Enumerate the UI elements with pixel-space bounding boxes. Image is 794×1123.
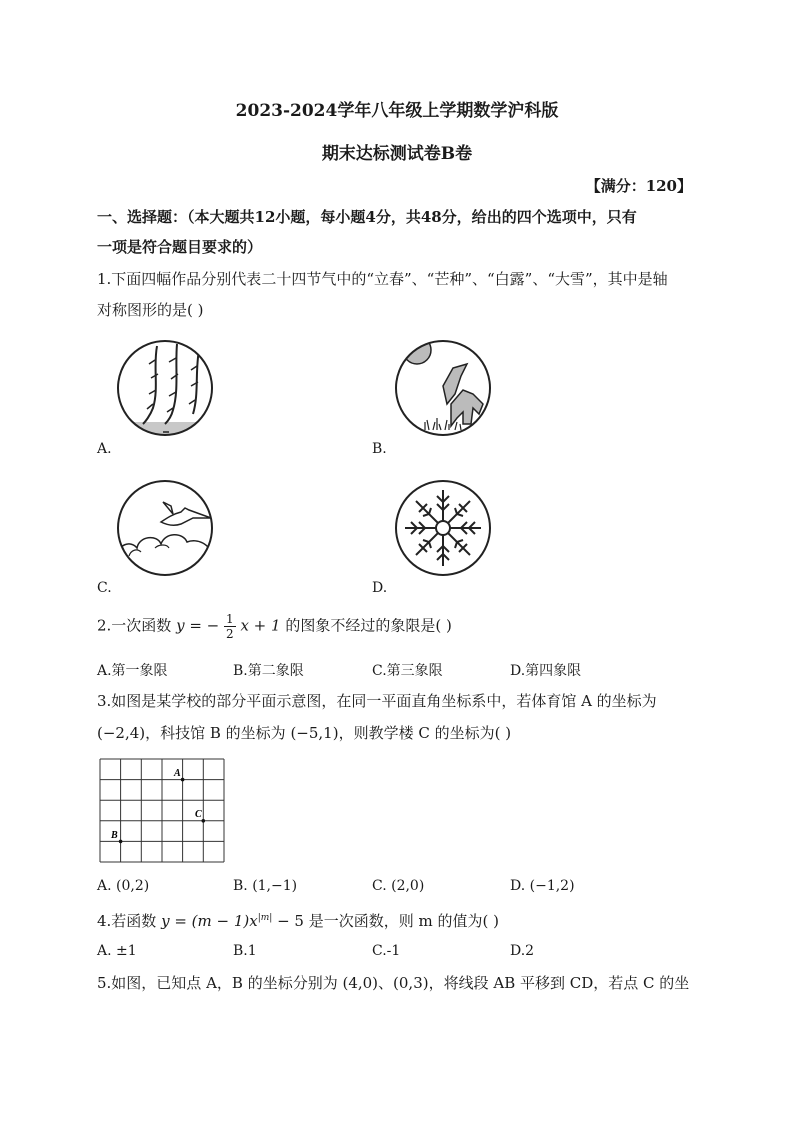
grid-label-b: B — [111, 830, 118, 841]
willow-circle-icon — [115, 338, 215, 438]
question-4-text — [97, 910, 499, 931]
option-a-label: A. — [97, 441, 112, 457]
q3-option-a: A. (0,2) — [97, 878, 150, 894]
question-1-text-cont: 对称图形的是( ) — [97, 301, 204, 319]
page-title: 2023-2024学年八年级上学期数学沪科版 — [235, 101, 559, 121]
q4-option-a: A. ±1 — [97, 943, 137, 959]
fraction-numerator: 1 — [226, 612, 234, 626]
question-4-eq-tail: − 5 — [272, 912, 304, 930]
q3-option-b: B. (1,−1) — [233, 878, 298, 894]
q3-option-d: D. (−1,2) — [510, 878, 575, 894]
question-4-eq: y = (m − 1)x — [161, 912, 258, 930]
q2-option-b: B.第二象限 — [233, 663, 304, 679]
q3-option-c: C. (2,0) — [372, 878, 425, 894]
section-heading-cont: 一项是符合题目要求的） — [97, 238, 263, 256]
q4-option-d: D.2 — [510, 943, 535, 959]
question-5-text: 5.如图，已知点 A，B 的坐标分别为 (4,0)、(0,3)，将线段 AB 平移到 CD，若点 C 的坐 — [97, 974, 690, 992]
coordinate-grid — [100, 759, 225, 863]
snowflake-circle-icon — [393, 478, 493, 578]
question-2-fraction — [224, 612, 236, 641]
q2-option-c: C.第三象限 — [372, 663, 443, 679]
section-heading: 一、选择题：（本大题共12小题，每小题4分，共48分，给出的四个选项中，只有 — [97, 208, 637, 226]
question-4-suffix: 是一次函数，则 m 的值为( ) — [308, 912, 499, 930]
question-4-exponent: |m| — [257, 913, 273, 923]
option-c-label: C. — [97, 580, 112, 596]
q2-option-d: D.第四象限 — [510, 663, 582, 679]
question-4-prefix: 4.若函数 — [97, 912, 157, 930]
question-2-text — [97, 612, 452, 641]
fraction-denominator: 2 — [226, 627, 234, 641]
question-2-eq-lhs: y = − — [176, 616, 220, 635]
q4-option-b: B.1 — [233, 943, 257, 959]
question-2-prefix: 2.一次函数 — [97, 616, 172, 635]
question-1-text: 1.下面四幅作品分别代表二十四节气中的“立春”、“芒种”、“白露”、“大雪”，其中是轴 — [97, 270, 668, 288]
grid-label-c: C — [195, 809, 202, 820]
question-2-eq-rhs: x + 1 — [240, 616, 281, 635]
question-2-suffix: 的图象不经过的象限是( ) — [285, 616, 452, 635]
page-subtitle: 期末达标测试卷B卷 — [321, 144, 473, 164]
q2-option-a: A.第一象限 — [97, 663, 168, 679]
plant-circle-icon — [393, 338, 493, 438]
q4-option-c: C.-1 — [372, 943, 401, 959]
bird-clouds-circle-icon — [115, 478, 215, 578]
question-3-text: 3.如图是某学校的部分平面示意图，在同一平面直角坐标系中，若体育馆 A 的坐标为 — [97, 692, 657, 710]
option-b-label: B. — [372, 441, 387, 457]
question-3-text-cont: (−2,4)，科技馆 B 的坐标为 (−5,1)，则教学楼 C 的坐标为( ) — [97, 724, 512, 742]
grid-label-a: A — [174, 768, 181, 779]
option-d-label: D. — [372, 580, 388, 596]
score-label: 【满分：120】 — [585, 177, 692, 195]
